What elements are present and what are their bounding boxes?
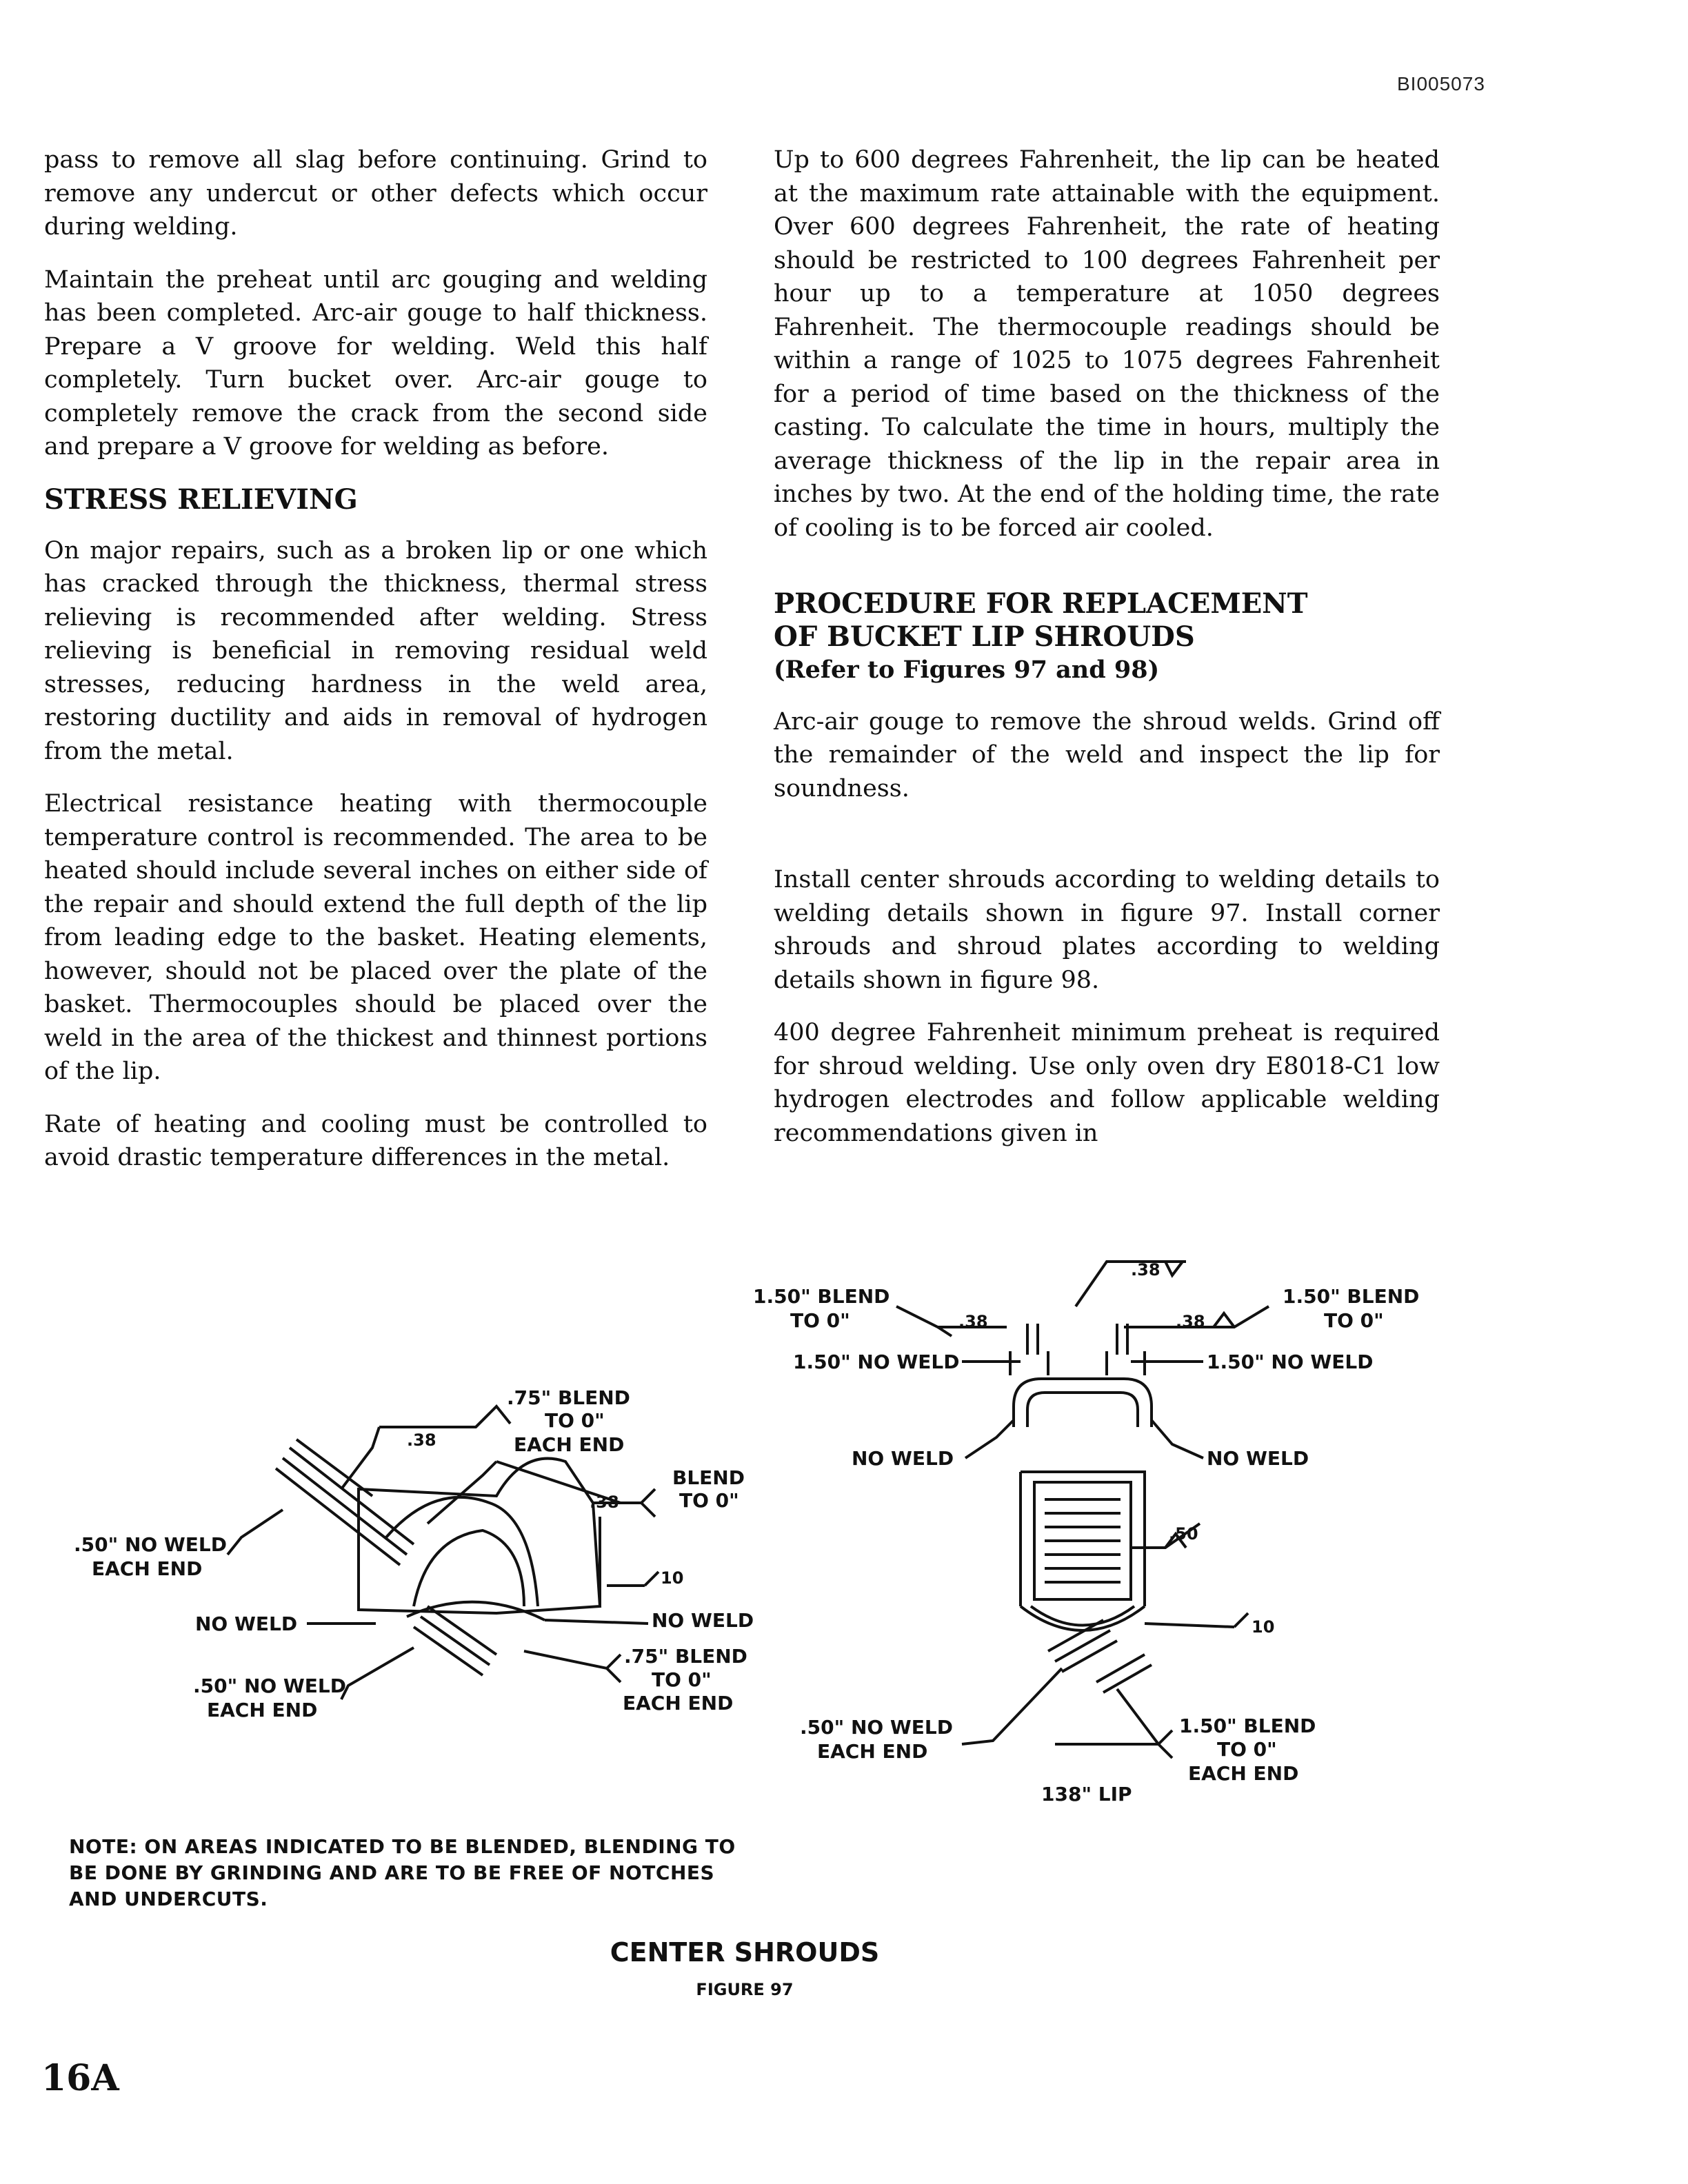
label-blend: EACH END [1188,1762,1299,1785]
label-blend: .75" BLEND [624,1645,747,1668]
label-blend: EACH END [514,1433,625,1456]
hatch-line [1103,1665,1152,1692]
weld-size: .38 [1176,1312,1205,1331]
hatch-line [414,1627,483,1675]
weld-size: .38 [407,1430,436,1450]
leader-line [379,1413,490,1427]
figure-number: FIGURE 97 [696,1980,794,1999]
paragraph: 400 degree Fahrenheit minimum preheat is required for shroud welding. Use only oven dry E8018-C1 low hydrogen electrodes and follow applicable welding recommendations given in [774,1019,1440,1147]
label-blend: .75" BLEND [507,1386,630,1409]
section-heading-stress-relieving: STRESS RELIEVING [44,483,358,516]
paragraph: Rate of heating and cooling must be controlled to avoid drastic temperature differences in the metal. [44,1110,707,1171]
label-no-weld: NO WELD [195,1612,298,1635]
hatch-line [297,1439,372,1496]
leader-line [341,1427,379,1489]
shroud-inner-curve [386,1497,538,1606]
left-column [44,143,707,1175]
leader-line [341,1648,414,1699]
leader-line [228,1510,283,1555]
weld-size: .38 [1131,1260,1160,1280]
label-no-weld: NO WELD [652,1609,754,1632]
shroud-profile [1014,1379,1152,1427]
label-no-weld: EACH END [817,1740,928,1763]
shroud-outline [359,1459,600,1613]
label-blend: TO 0" [545,1409,605,1432]
label-lip: 138" LIP [1041,1783,1132,1806]
hatch-line [276,1468,400,1565]
shroud-inner-curve [414,1530,524,1606]
label-blend: TO 0" [1324,1309,1384,1332]
paragraph: Install center shrouds according to welding details to welding details shown in figure 97. Install corner shrouds and shroud plates according to welding details shown in figure 98. [774,866,1440,994]
leader-line [962,1668,1062,1744]
section-heading-shroud-replacement [774,587,1440,687]
leader-line [1145,1624,1234,1627]
paragraph: On major repairs, such as a broken lip or one which has cracked through the thickness, thermal stress relieving is recommended after welding. Stress relieving is beneficial in removing residual weld stresses, reducing hardness in the weld area, restoring ductility and aids in removal of hydrogen from the metal. [44,536,707,765]
heading-line: OF BUCKET LIP SHROUDS [774,620,1195,653]
label-blend: TO 0" [790,1309,850,1332]
paragraph: Arc-air gouge to remove the shroud welds. Grind off the remainder of the weld and inspect the lip for soundness. [774,707,1440,802]
hatch-line [421,1617,490,1665]
leader-line [524,1651,621,1668]
label-no-weld: 1.50" NO WELD [793,1351,960,1373]
label-no-weld: EACH END [207,1699,318,1721]
hatch-line [1096,1655,1145,1682]
label-blend: BLEND [672,1466,745,1489]
heading-reference: (Refer to Figures 97 and 98) [774,656,1160,684]
label-no-weld: 1.50" NO WELD [1207,1351,1374,1373]
lip-edge [1021,1606,1145,1630]
label-blend: 1.50" BLEND [1283,1285,1420,1308]
heading-line: PROCEDURE FOR REPLACEMENT [774,587,1308,620]
paragraph: Electrical resistance heating with thermocouple temperature control is recommended. The area to be heated should include several inches on either side of the repair and should extend the full depth of the lip from leading edge to the basket. Heating elements, however, should not be placed over the plate of the basket. Thermocouples should be placed over the weld in the area of the thickest and thinnest portions of the lip. [44,790,707,1085]
label-no-weld: NO WELD [1207,1447,1309,1470]
leader-line [896,1306,1007,1327]
label-blend: 1.50" BLEND [753,1285,890,1308]
leader-line [965,1420,1014,1458]
label-no-weld: .50" NO WELD [74,1533,228,1556]
leader-line [545,1620,648,1624]
label-no-weld: NO WELD [852,1447,954,1470]
weld-size: .38 [958,1312,988,1331]
hatch-line [1062,1641,1117,1672]
label-blend: TO 0" [652,1668,712,1691]
label-no-weld: .50" NO WELD [800,1716,954,1739]
document-id: BI005073 [1397,73,1485,94]
weld-size: 10 [1252,1617,1275,1637]
label-blend: TO 0" [679,1489,739,1512]
hatch-line [290,1448,414,1544]
paragraph: Maintain the preheat until arc gouging and welding has been completed. Arc-air gouge to half thickness. Prepare a V groove for welding. Weld this half completely. Turn bucket over. Arc-air gouge to completely remove the crack from the second side and prepare a V groove for welding as before. [44,265,707,461]
figure-title: CENTER SHROUDS [610,1937,880,1968]
right-column [774,143,1440,1150]
paragraph: Up to 600 degrees Fahrenheit, the lip can be heated at the maximum rate attainable with the equipment. Over 600 degrees Fahrenheit, the rate of heating should be restricted to 100 degrees Fahrenheit per hour up to a temperature at 1050 degrees Fahrenheit. The thermocouple readings should be within a range of 1025 to 1075 degrees Fahrenheit for a period of time based on the thickness of the casting. To calculate the time in hours, multiply the average thickness of the lip in the repair area in inches by two. At the end of the holding time, the rate of cooling is to be forced air cooled. [774,146,1440,542]
page-number: 16A [41,2057,119,2099]
weld-size: .50 [1169,1524,1198,1544]
leader-line [1152,1420,1203,1458]
label-blend: EACH END [623,1692,734,1715]
label-no-weld: .50" NO WELD [193,1675,347,1697]
paragraph: pass to remove all slag before continuing. Grind to remove any undercut or other defects which occur during welding. [44,146,707,241]
hatch-line [1055,1630,1110,1661]
label-blend: TO 0" [1217,1738,1277,1761]
lip-outline [1021,1472,1145,1606]
label-no-weld: EACH END [92,1557,203,1580]
weld-size: 10 [661,1568,684,1588]
label-blend: 1.50" BLEND [1179,1715,1316,1737]
hatch-line [283,1458,407,1555]
figure-note: NOTE: ON AREAS INDICATED TO BE BLENDED, BLENDING TO BE DONE BY GRINDING AND ARE TO BE FREE OF NOTCHES AND UNDERCUTS. [69,1835,736,1910]
weld-size: .38 [590,1493,619,1512]
